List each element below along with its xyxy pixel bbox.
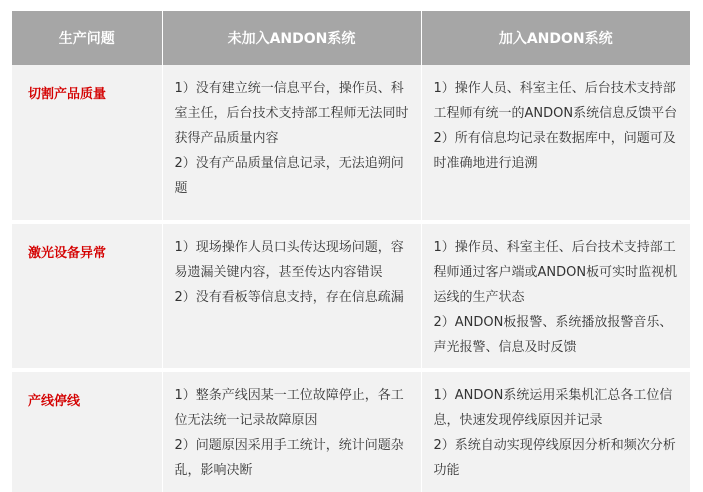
table-row <box>12 372 690 492</box>
with-item: 1）操作人员、科室主任、后台技术支持部工程师有统一的ANDON系统信息反馈平台 <box>433 81 678 121</box>
without-item: 1）现场操作人员口头传达现场问题，容易遗漏关键内容，甚至传达内容错误 <box>174 240 404 280</box>
comparison-table-wrapper <box>12 11 690 492</box>
without-item: 2）问题原因采用手工统计，统计问题杂乱，影响决断 <box>174 438 404 478</box>
without-andon-cell <box>162 224 421 368</box>
without-item: 2）没有看板等信息支持，存在信息疏漏 <box>174 290 404 305</box>
with-andon-cell <box>421 224 690 368</box>
with-item: 2）所有信息均记录在数据库中，问题可及时准确地进行追溯 <box>433 131 676 171</box>
without-andon-cell <box>162 65 421 220</box>
with-item: 1）ANDON系统运用采集机汇总各工位信息，快速发现停线原因并记录 <box>433 388 673 428</box>
header-with-andon: 加入ANDON系统 <box>421 11 690 65</box>
table-row <box>12 224 690 368</box>
problem-cell <box>12 65 162 220</box>
problem-label: 激光设备异常 <box>28 246 107 261</box>
without-item: 1）没有建立统一信息平台，操作员、科室主任，后台技术支持部工程师无法同时获得产品质量内容 <box>174 81 409 146</box>
problem-label: 产线停线 <box>28 394 81 409</box>
problem-cell <box>12 224 162 368</box>
problem-cell <box>12 372 162 492</box>
andon-comparison-table <box>12 11 690 492</box>
problem-label: 切割产品质量 <box>28 87 107 102</box>
with-andon-cell <box>421 65 690 220</box>
with-item: 1）操作员、科室主任、后台技术支持部工程师通过客户端或ANDON板可实时监视机运线的生产状态 <box>433 240 678 305</box>
without-item: 2）没有产品质量信息记录，无法追朔问题 <box>174 156 404 196</box>
with-andon-cell <box>421 372 690 492</box>
header-without-andon: 未加入ANDON系统 <box>162 11 421 65</box>
table-row <box>12 65 690 220</box>
without-andon-cell <box>162 372 421 492</box>
with-item: 2）ANDON板报警、系统播放报警音乐、声光报警、信息及时反馈 <box>433 315 673 355</box>
header-row <box>12 11 690 65</box>
with-item: 2）系统自动实现停线原因分析和频次分析功能 <box>433 438 676 478</box>
header-production-problem: 生产问题 <box>12 11 162 65</box>
without-item: 1）整条产线因某一工位故障停止，各工位无法统一记录故障原因 <box>174 388 404 428</box>
